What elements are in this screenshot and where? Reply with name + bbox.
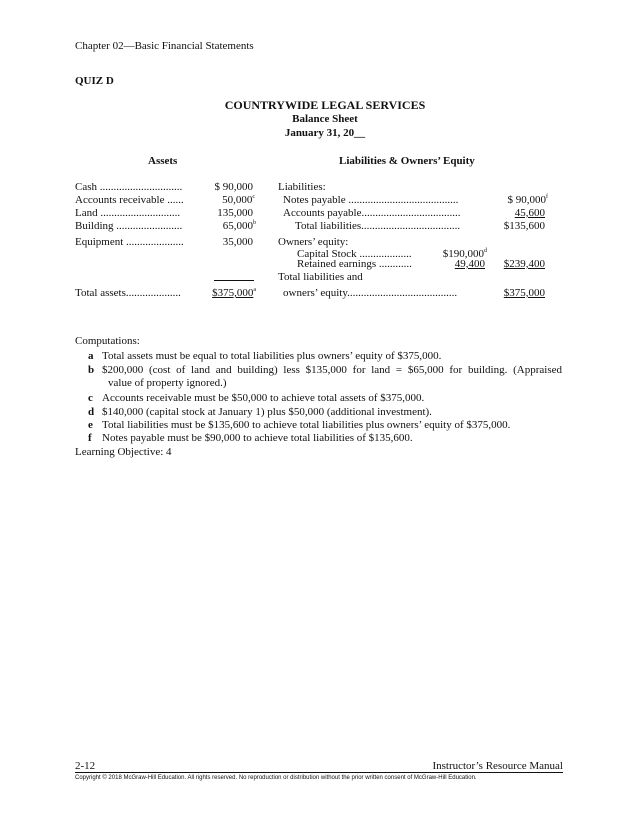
computation-text: Accounts receivable must be $50,000 to achieve total assets of $375,000.: [102, 392, 425, 404]
liabilities-equity-heading: Liabilities & Owners’ Equity: [339, 155, 475, 167]
total-liabilities-amount: $135,600: [503, 220, 545, 232]
computations-heading: Computations:: [75, 335, 140, 347]
asset-label-building: Building ........................: [75, 220, 183, 232]
computation-letter: f: [88, 432, 92, 444]
total-liabilities-equity-label-line1: Total liabilities and: [278, 271, 363, 283]
statement-title: Balance Sheet: [292, 113, 358, 125]
footnote-marker: c: [252, 194, 255, 200]
computation-text: $200,000 (cost of land and building) less $135,000 for land = $65,000 for building. (Appraised: [102, 364, 562, 376]
asset-label-land: Land .............................: [75, 207, 181, 219]
assets-heading: Assets: [148, 155, 178, 167]
copyright-notice: Copyright © 2018 McGraw-Hill Education. All rights reserved. No reproduction or distribution without the prior written consent of McGraw-Hill Education.: [75, 775, 477, 781]
retained-earnings-label: Retained earnings ............: [297, 258, 412, 270]
asset-amount-building: 65,000$^b$: [222, 220, 256, 232]
total-liabilities-equity-amount: $375,000: [503, 287, 545, 299]
manual-title: Instructor’s Resource Manual: [432, 760, 563, 772]
company-name: COUNTRYWIDE LEGAL SERVICES: [224, 98, 426, 112]
learning-objective: Learning Objective: 4: [75, 446, 172, 458]
asset-amount-land: 135,000: [217, 207, 253, 219]
footnote-marker: d: [484, 248, 487, 254]
page-number: 2-12: [75, 760, 96, 772]
computation-text: $140,000 (capital stock at January 1) plus $50,000 (additional investment).: [102, 406, 432, 418]
asset-amount-accounts-receivable: 50,000$^c$: [222, 194, 255, 206]
capital-stock-label: Capital Stock ...................: [297, 248, 412, 260]
retained-earnings-amount: 49,400: [454, 258, 485, 270]
statement-date: January 31, 20__: [284, 127, 366, 139]
total-assets-amount: $375,000$^a$: [212, 287, 256, 299]
computation-letter: c: [88, 392, 93, 404]
total-assets-rule: [214, 280, 254, 281]
computation-text: Total assets must be equal to total liabilities plus owners’ equity of $375,000.: [102, 350, 442, 362]
computation-letter: b: [88, 364, 95, 376]
computation-text: Notes payable must be $90,000 to achieve total liabilities of $135,600.: [102, 432, 413, 444]
total-assets-label: Total assets....................: [75, 287, 181, 299]
computation-text: Total liabilities must be $135,600 to achieve total liabilities plus owners’ equity of $375,000.: [102, 419, 511, 431]
footer-rule: [75, 772, 563, 773]
asset-label-accounts-receivable: Accounts receivable ......: [75, 194, 184, 206]
asset-amount-cash: $ 90,000: [214, 181, 253, 193]
asset-label-cash: Cash ..............................: [75, 181, 183, 193]
computation-text-continued: value of property ignored.): [108, 377, 227, 389]
computation-letter: a: [88, 350, 94, 362]
owners-equity-heading: Owners’ equity:: [278, 236, 349, 248]
total-liabilities-label: Total liabilities....................................: [295, 220, 461, 232]
computation-letter: e: [88, 419, 93, 431]
footnote-marker: b: [253, 220, 256, 226]
accounts-payable-amount: 45,600: [514, 207, 545, 219]
liabilities-heading: Liabilities:: [278, 181, 326, 193]
quiz-label: QUIZ D: [75, 75, 114, 87]
chapter-title: Chapter 02—Basic Financial Statements: [75, 40, 254, 52]
notes-payable-label: Notes payable ........................................: [283, 194, 459, 206]
asset-amount-equipment: 35,000: [222, 236, 253, 248]
accounts-payable-label: Accounts payable....................................: [283, 207, 461, 219]
total-liabilities-equity-label-line2: owners’ equity........................................: [283, 287, 458, 299]
computation-letter: d: [88, 406, 95, 418]
footnote-marker: a: [253, 287, 256, 293]
total-equity-amount: $239,400: [503, 258, 545, 270]
footnote-marker: f: [546, 194, 548, 200]
notes-payable-amount: $ 90,000$^f$: [507, 194, 548, 206]
asset-label-equipment: Equipment .....................: [75, 236, 184, 248]
capital-stock-amount: $190,000$^d$: [442, 248, 487, 260]
